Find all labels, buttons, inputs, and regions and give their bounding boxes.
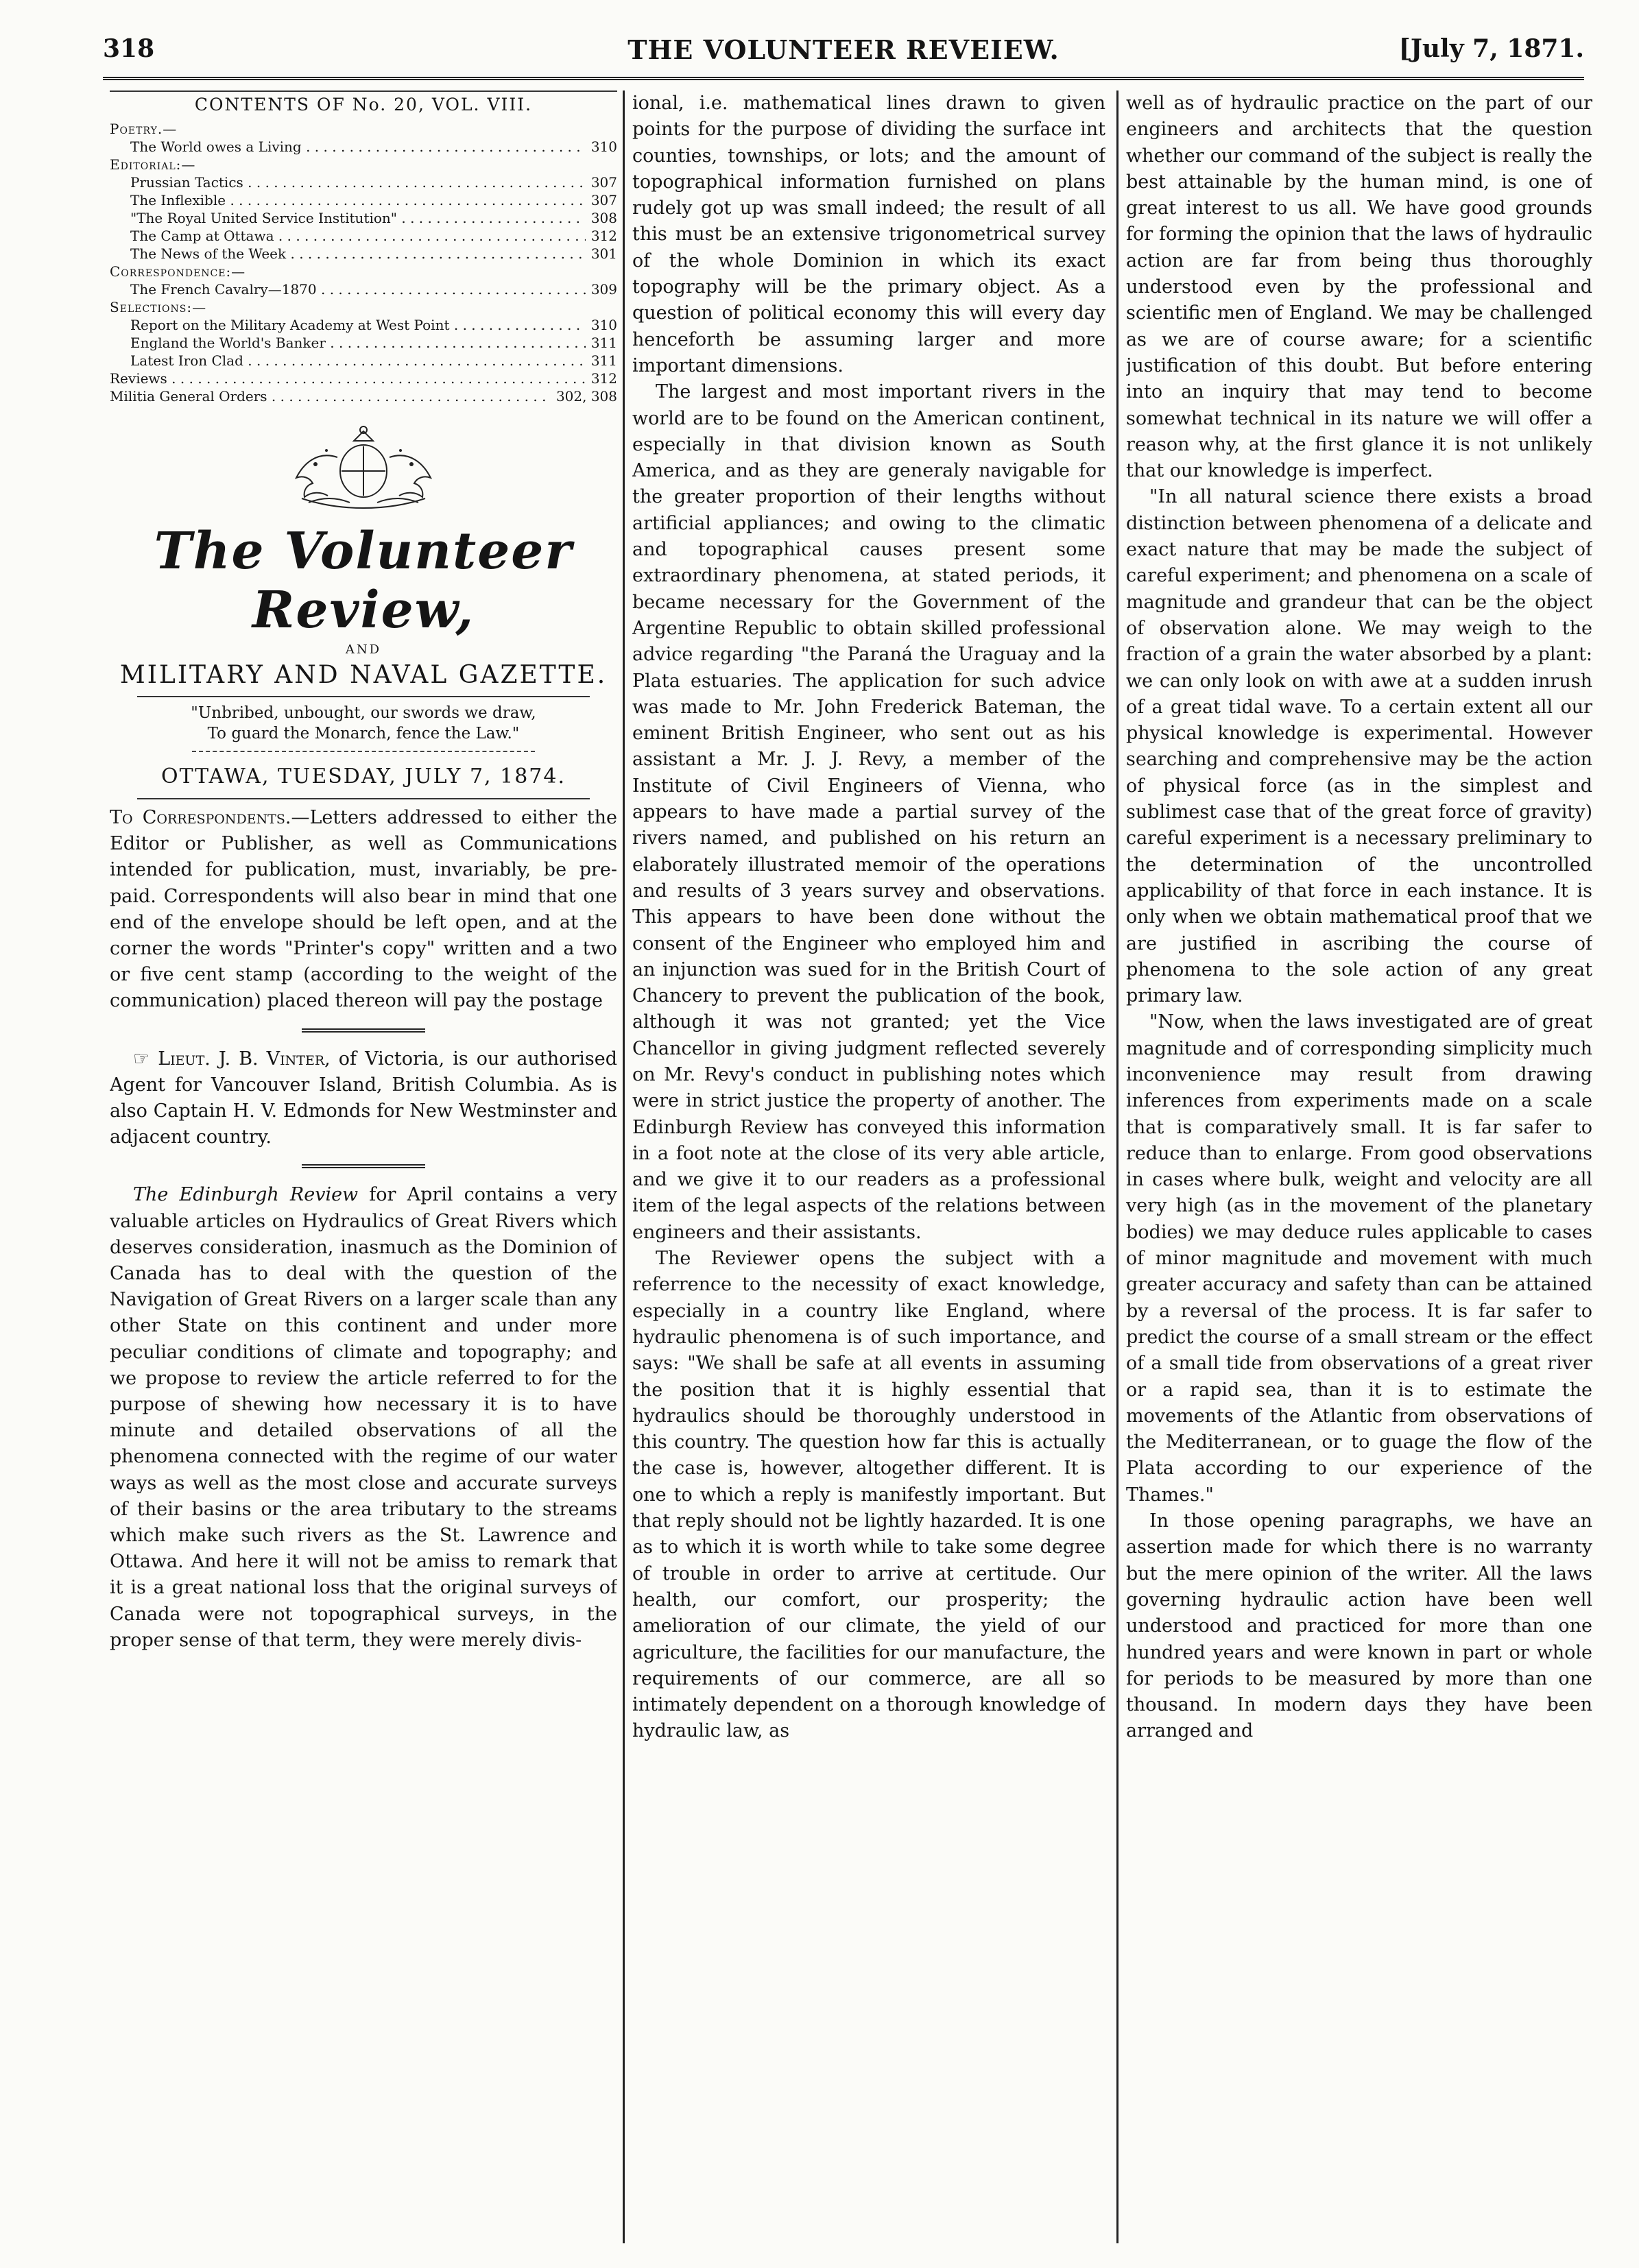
masthead-subtitle: MILITARY AND NAVAL GAZETTE. [119, 661, 608, 689]
column-1 [110, 91, 617, 2243]
toc-item-title: The World owes a Living . . . [130, 138, 586, 156]
table-of-contents [110, 120, 617, 405]
divider [302, 1164, 425, 1168]
toc-item-title: England the World's Banker . . . [130, 334, 586, 352]
toc-item [110, 316, 617, 334]
toc-item [110, 352, 617, 370]
running-header [103, 34, 1584, 70]
toc-item [110, 280, 617, 298]
toc-section-label: Poetry.— [110, 121, 178, 137]
toc-item-page: 311 [590, 352, 617, 369]
notice-agent [110, 1046, 617, 1151]
divider [137, 696, 590, 697]
article-paragraph: The largest and most important rivers in the world are to be found on the American continent, especially in that division known as South America, and as they are generaly navigable for the greater proportion of their lengths without artificial appliances; and owing to the climatic and topographical causes present some extraordinary phenomena, at stated periods, it became necessary for the Government of the Argentine Republic to obtain skilled professional advice regarding "the Paraná the Uraguay and la Plata estuaries. The application for such advice was made to Mr. John Frederick Bateman, the eminent British Engineer, who sent out as his assistant a Mr. J. J. Revy, a member of the Institute of Civil Engineers of Vienna, who appears to have made a partial survey of the rivers named, and published on his return an elaborately illustrated memoir of the operations and results of 3 years survey and observations. This appears to have been done without the consent of the Engineer who employed him and an injunction was sued for in the British Court of Chancery to prevent the publication of the book, although it was not granted; yet the Vice Chancellor in giving judgment reflected severely on Mr. Revy's conduct in publishing notes which were in strict justice the property of another. The Edinburgh Review has conveyed this information in a foot note at the close of its very able article, and we give it to our readers as a professional item of the legal aspects of the relations between engineers and their assistants. [632, 381, 1105, 1243]
divider [302, 1028, 425, 1033]
toc-item-title: Report on the Military Academy at West Point . . . [130, 316, 586, 334]
toc-item-title: The Camp at Ottawa . . . [130, 227, 586, 245]
toc-item-page: 307 [590, 192, 617, 208]
journal-title: The Edinburgh Review [133, 1184, 359, 1206]
toc-item-title: The News of the Week . . . [130, 245, 586, 263]
toc-item [110, 387, 617, 405]
agent-name: Lieut. J. B. Vinter, [158, 1048, 331, 1070]
toc-item-title: The Inflexible . . . [130, 191, 586, 209]
toc-item-page: 301 [590, 245, 617, 262]
article-text: for April contains a very valuable articles on Hydraulics of Great Rivers which deserves consideration, inasmuch as the Dominion of Canada has to deal with the question of the Navigation of Great Rivers on a larger scale than any other State on this continent and under more peculiar conditions of climate and topography; and we propose to review the article referred to for the purpose of shewing how necessary it is to have minute and detailed observations of all the phenomena connected with the regime of our water ways as well as the most close and accurate surveys of their basins or the area tributary to the streams which make such rivers as the St. Lawrence and Ottawa. And here it will not be amiss to remark that it is a great national loss that the original surveys of Canada were not topographical surveys, in the proper sense of that term, they were merely divis- [110, 1184, 617, 1651]
toc-item-page: 302, 308 [555, 388, 617, 405]
notice-body: —Letters addressed to either the Editor or Publisher, as well as Communications intended for publication, must, invariably, be pre-paid. Correspondents will also bear in mind that one end of the envelope should be left open, and at the corner the words "Printer's copy" written and a two or five cent stamp (according to the weight of the communication) placed thereon will pay the postage [110, 807, 617, 1012]
contents-title: CONTENTS OF No. 20, VOL. VIII. [110, 91, 617, 114]
toc-item-page: 310 [590, 138, 617, 155]
toc-item [110, 191, 617, 209]
masthead-title: The Volunteer Review, [154, 522, 573, 640]
toc-item [110, 173, 617, 191]
toc-item-page: 308 [590, 210, 617, 226]
column-divider [623, 91, 625, 2243]
column-divider [1116, 91, 1118, 2243]
notice-label: To Correspondents. [110, 807, 291, 828]
article-paragraph: ional, i.e. mathematical lines drawn to given points for the purpose of dividing the surface int counties, townships, or lots; and the amount of topographical information furnished on plans rudely got up was small indeed; the result of all this must be an extensive trigonometrical survey of the whole Dominion in which its exact topography will be the primary object. As a question of political economy this will every day henceforth be assuming larger and more important dimensions. [632, 93, 1105, 376]
header-rule [103, 77, 1584, 80]
toc-item-title: Prussian Tactics . . . [130, 173, 586, 191]
toc-item-page: 310 [590, 317, 617, 333]
publication-title: THE VOLUNTEER REVEIEW. [627, 34, 1060, 65]
toc-item-title: Reviews . . . [110, 370, 586, 387]
masthead-and: AND [345, 642, 382, 657]
motto-line: "Unbribed, unbought, our swords we draw, [191, 704, 536, 722]
toc-item-title: "The Royal United Service Institution" . . . [130, 209, 586, 227]
toc-item-title: The French Cavalry—1870 . . . [130, 280, 586, 298]
dateline: OTTAWA, TUESDAY, JULY 7, 1874. [160, 764, 566, 788]
toc-item [110, 138, 617, 156]
toc-item [110, 227, 617, 245]
divider [137, 798, 590, 799]
toc-item-page: 307 [590, 174, 617, 191]
toc-item [110, 245, 617, 263]
article-paragraph: In those opening paragraphs, we have an assertion made for which there is no warranty but the mere opinion of the writer. All the laws governing hydraulic action have been well understood and practiced for more than one hundred years and were known in part or whole for periods to be measured by more than one thousand. In modern days they have been arranged and [1126, 1510, 1592, 1742]
page-number: 318 [103, 34, 155, 63]
royal-crest-icon [110, 423, 617, 515]
divider [192, 751, 535, 752]
toc-item-title: Militia General Orders . . . [110, 387, 551, 405]
toc-item-page: 312 [590, 370, 617, 387]
motto-line: To guard the Monarch, fence the Law." [207, 725, 520, 743]
column-2 [632, 91, 1105, 2243]
notice-correspondents [110, 805, 617, 1015]
toc-item [110, 334, 617, 352]
column-1-text [110, 805, 617, 1654]
agent-body: of Victoria, is our authorised Agent for Vancouver Island, British Columbia. As is also Captain H. V. Edmonds for New Westminster and adjacent country. [110, 1048, 617, 1148]
article-paragraph [110, 1182, 617, 1654]
column-3 [1126, 91, 1592, 2243]
toc-item-page: 311 [590, 335, 617, 351]
toc-item [110, 209, 617, 227]
toc-item-page: 309 [590, 281, 617, 298]
article-paragraph: "In all natural science there exists a broad distinction between phenomena of a delicate and exact nature that may be made the subject of careful experiment; and phenomena on a scale of magnitude and grandeur that can be the object of observation alone. We may weigh to the fraction of a grain the water absorbed by a plant: we can only look on with awe at a sudden inrush of a great tidal wave. To a certain extent all our physical knowledge is experimental. However searching and comprehensive may be the action of physical force (as in the simplest and sublimest case that of the great force of gravity) careful experiment is a necessary preliminary to the determination of the uncontrolled applicability of that force in each instance. It is only when we obtain mathematical proof that we are justified in ascribing the course of phenomena to the sole action of any great primary law. [1126, 486, 1592, 1007]
toc-section-label: Correspondence:— [110, 263, 246, 280]
column-3-text [1126, 91, 1592, 1745]
toc-section-label: Editorial:— [110, 156, 196, 173]
pointing-hand-icon: ☞ [133, 1048, 158, 1070]
article-paragraph: The Reviewer opens the subject with a referrence to the necessity of exact knowledge, especially in a country like England, where hydraulic phenomena is of such importance, and says: "We shall be safe at all events in assuming the position that it is highly essential that hydraulics should be thoroughly understood in this country. The question how far this is actually the case is, however, altogether different. It is one to which a reply is manifestly important. But that reply should not be lightly hazarded. It is one as to which it is worth while to take some degree of trouble in order to arrive at certitude. Our health, our comfort, our prosperity; the amelioration of our climate, the yield of our agriculture, the facilities for our manufacture, the requirements of our commerce, are all so intimately dependent on a thorough knowledge of hydraulic law, as [632, 1248, 1105, 1742]
toc-item-page: 312 [590, 228, 617, 244]
masthead-motto [110, 703, 617, 744]
toc-section-label: Selections:— [110, 299, 207, 315]
toc-item-title: Latest Iron Clad . . . [130, 352, 586, 370]
issue-date: [July 7, 1871. [1398, 34, 1584, 63]
toc-item [110, 370, 617, 387]
column-2-text [632, 91, 1105, 1745]
article-paragraph: "Now, when the laws investigated are of great magnitude and of corresponding simplicity much inconvenience may result from drawing inferences from experiments made on a scale that is comparatively small. It is far safer to reduce than to enlarge. From good observations in cases where bulk, weight and velocity are all very high (as in the movement of the planetary bodies) we may deduce rules applicable to cases of minor magnitude and movement with much greater accuracy and safety than can be attained by a reversal of the process. It is far safer to predict the course of a small stream or the effect of a small tide from observations of a great river or a rapid sea, than it is to estimate the movements of the Atlantic from observations of the Mediterranean, or to guage the flow of the Plata according to our experience of the Thames." [1126, 1011, 1592, 1506]
article-paragraph: well as of hydraulic practice on the part of our engineers and architects that the question whether our command of the subject is really the best attainable by the human mind, is one of great interest to us all. We have good grounds for forming the opinion that the laws of hydraulic action are far from being thus thoroughly understood even by the professional and scientific men of England. We may be challenged as we are of course aware; for a scientific justification of this doubt. But before entering into an inquiry that may tend to become somewhat technical in its nature we will offer a reason why, at the first glance it is not unlikely that our knowledge is imperfect. [1126, 93, 1592, 482]
